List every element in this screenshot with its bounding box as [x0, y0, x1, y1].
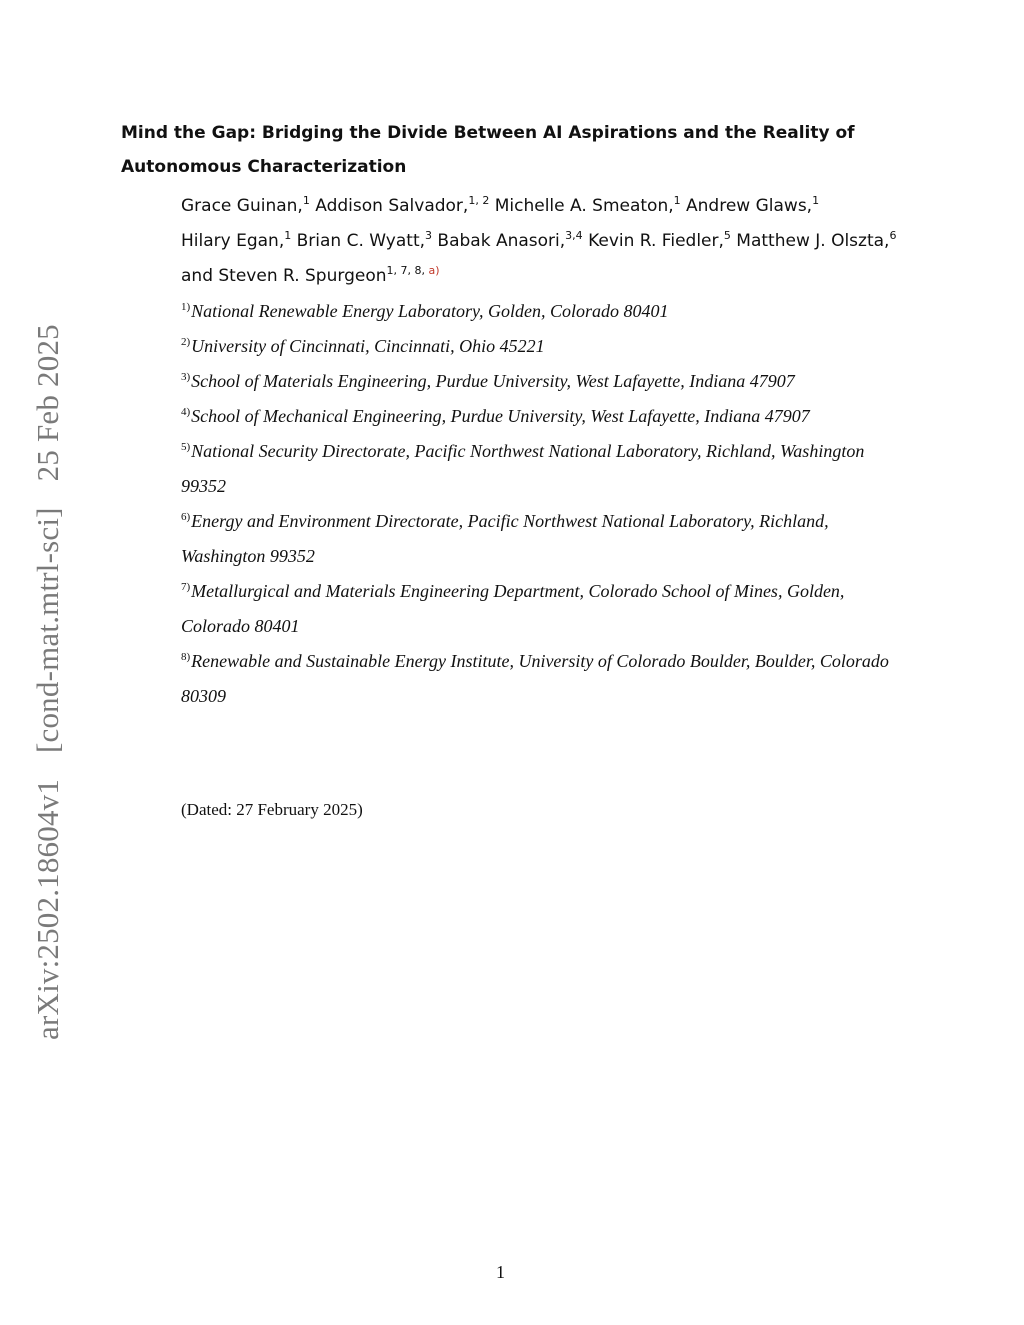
- author: Hilary Egan,$^1$: [181, 229, 292, 251]
- affiliation: $^{8)}$Renewable and Sustainable Energy Institute, University of Colorado Boulder, Boulder, Colorado 80309: [181, 651, 889, 706]
- page-number: 1: [496, 1262, 505, 1282]
- author: Michelle A. Smeaton,$^1$: [494, 194, 681, 216]
- arxiv-id[interactable]: arXiv:2502.18604v1: [30, 778, 65, 1040]
- arxiv-identifier: [28, 280, 68, 1040]
- author: Matthew J. Olszta,$^6$: [736, 229, 897, 251]
- affiliation: $^{4)}$School of Mechanical Engineering, Purdue University, West Lafayette, Indiana 47907: [181, 406, 810, 426]
- affiliation: $^{2)}$University of Cincinnati, Cincinnati, Ohio 45221: [181, 336, 545, 356]
- author: Kevin R. Fiedler,$^5$: [588, 229, 731, 251]
- footnote-link[interactable]: a): [428, 264, 440, 277]
- author: Brian C. Wyatt,$^3$: [296, 229, 433, 251]
- author-conjunction: and: [181, 266, 213, 286]
- author: Babak Anasori,$^{3,4}$: [437, 229, 583, 251]
- author: Andrew Glaws,$^1$: [686, 194, 820, 216]
- affiliation-list: [181, 294, 911, 714]
- affiliation: $^{7)}$Metallurgical and Materials Engineering Department, Colorado School of Mines, Golden, Colorado 80401: [181, 581, 845, 636]
- author: Addison Salvador,$^{1, 2}$: [315, 194, 490, 216]
- affiliation: $^{5)}$National Security Directorate, Pacific Northwest National Laboratory, Richland, Washington 99352: [181, 441, 865, 496]
- paper-title: Mind the Gap: Bridging the Divide Between AI Aspirations and the Reality of Autonomous Characterization: [121, 123, 855, 177]
- dated-line: (Dated: 27 February 2025): [181, 800, 363, 819]
- affiliation: $^{3)}$School of Materials Engineering, Purdue University, West Lafayette, Indiana 47907: [181, 371, 795, 391]
- arxiv-category: [cond-mat.mtrl-sci]: [30, 507, 65, 753]
- author: Grace Guinan,$^1$: [181, 194, 310, 216]
- author-list: [181, 189, 911, 294]
- affiliation: $^{1)}$National Renewable Energy Laboratory, Golden, Colorado 80401: [181, 301, 669, 321]
- corresponding-author: Steven R. Spurgeon$^{1, 7, 8, a)}$: [218, 264, 440, 286]
- arxiv-date: 25 Feb 2025: [30, 324, 65, 482]
- affiliation: $^{6)}$Energy and Environment Directorate, Pacific Northwest National Laboratory, Richland, Washington 99352: [181, 511, 829, 566]
